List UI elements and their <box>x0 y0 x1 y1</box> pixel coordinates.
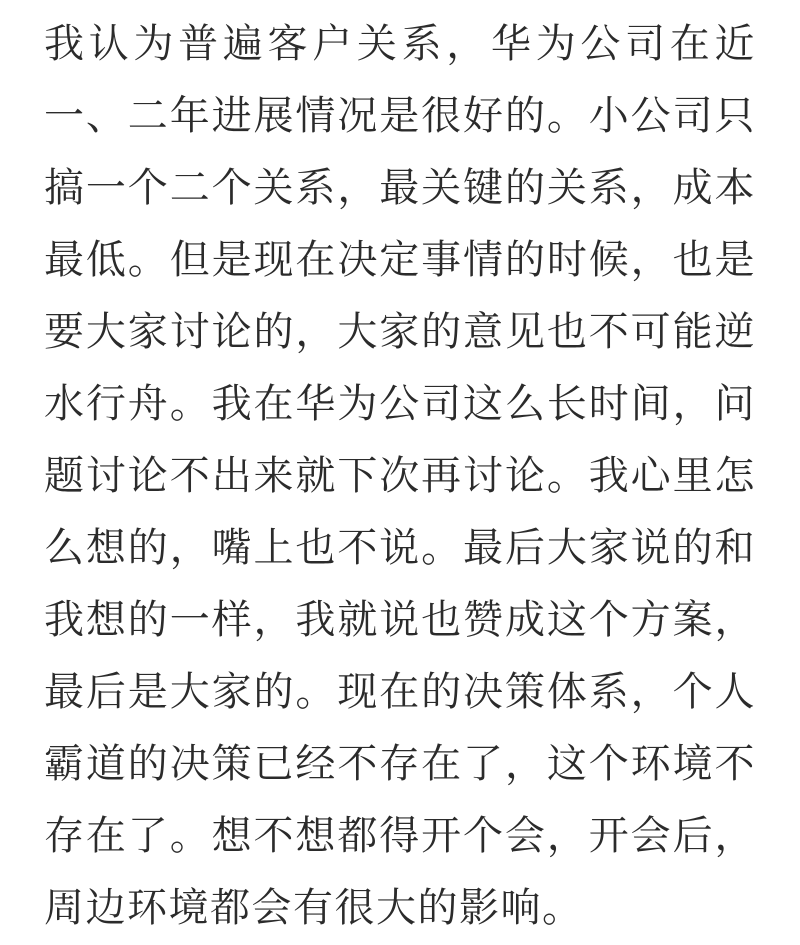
article-paragraph: 我认为普遍客户关系，华为公司在近一、二年进展情况是很好的。小公司只搞一个二个关系，最关键的关系，成本最低。但是现在决定事情的时候，也是要大家讨论的，大家的意见也不可能逆水行舟。我在华为公司这么长时间，问题讨论不出来就下次再讨论。我心里怎么想的，嘴上也不说。最后大家说的和我想的一样，我就说也赞成这个方案，最后是大家的。现在的决策体系，个人霸道的决策已经不存在了，这个环境不存在了。想不想都得开个会，开会后，周边环境都会有很大的影响。 <box>44 21 756 931</box>
